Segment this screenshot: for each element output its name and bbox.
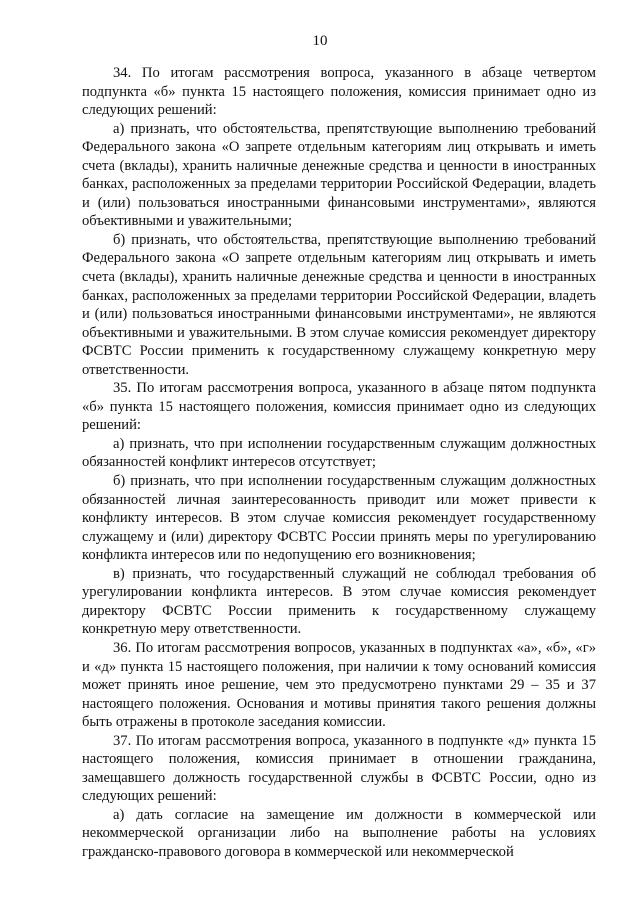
- paragraph-35-b: б) признать, что при исполнении государственным служащим должностных обязанностей личная заинтересованность приводит или может привести к конфликту интересов. В этом случае комиссия рекомендует государственному служащему и (или) директору ФСВТС России принять меры по урегулированию конфликта интересов или по недопущению его возникновения;: [82, 473, 596, 564]
- paragraph-37-a: а) дать согласие на замещение им должности в коммерческой или некоммерческой организации либо на выполнение работы на условиях гражданско-правового договора в коммерческой или некоммерческой: [82, 806, 596, 860]
- paragraph-34-b: б) признать, что обстоятельства, препятствующие выполнению требований Федерального закона «О запрете отдельным категориям лиц открывать и иметь счета (вклады), хранить наличные денежные средства и ценности в иностранных банках, расположенных за пределами территории Российской Федерации, владеть и (или) пользоваться иностранными финансовыми инструментами», не являются объективными и уважительными. В этом случае комиссия рекомендует директору ФСВТС России применить к государственному служащему конкретную меру ответственности.: [82, 231, 596, 378]
- document-body: [82, 64, 596, 862]
- paragraph-36: 36. По итогам рассмотрения вопросов, указанных в подпунктах «а», «б», «г» и «д» пункта 15 настоящего положения, при наличии к тому оснований комиссия может принять иное решение, чем это предусмотрено пунктами 29 – 35 и 37 настоящего положения. Основания и мотивы принятия такого решения должны быть отражены в протоколе заседания комиссии.: [82, 639, 596, 731]
- paragraph-35: 35. По итогам рассмотрения вопроса, указанного в абзаце пятом подпункта «б» пункта 15 настоящего положения, комиссия принимает одно из следующих решений:: [82, 380, 596, 434]
- page-number: 10: [312, 33, 328, 49]
- paragraph-35-c: в) признать, что государственный служащий не соблюдал требования об урегулировании конфликта интересов. В этом случае комиссия рекомендует директору ФСВТС России применить к государственному служащему конкретную меру ответственности.: [82, 565, 596, 638]
- paragraph-34: 34. По итогам рассмотрения вопроса, указанного в абзаце четвертом подпункта «б» пункта 15 настоящего положения, комиссия принимает одно из следующих решений:: [82, 65, 596, 119]
- paragraph-35-a: а) признать, что при исполнении государственным служащим должностных обязанностей конфликт интересов отсутствует;: [82, 435, 596, 471]
- paragraph-37: 37. По итогам рассмотрения вопроса, указанного в подпункте «д» пункта 15 настоящего положения, комиссия принимает в отношении гражданина, замещавшего должность государственной службы в ФСВТС России, одно из следующих решений:: [82, 732, 596, 805]
- paragraph-34-a: а) признать, что обстоятельства, препятствующие выполнению требований Федерального закона «О запрете отдельным категориям лиц открывать и иметь счета (вклады), хранить наличные денежные средства и ценности в иностранных банках, расположенных за пределами территории Российской Федерации, владеть и (или) пользоваться иностранными финансовыми инструментами», являются объективными и уважительными;: [82, 120, 596, 230]
